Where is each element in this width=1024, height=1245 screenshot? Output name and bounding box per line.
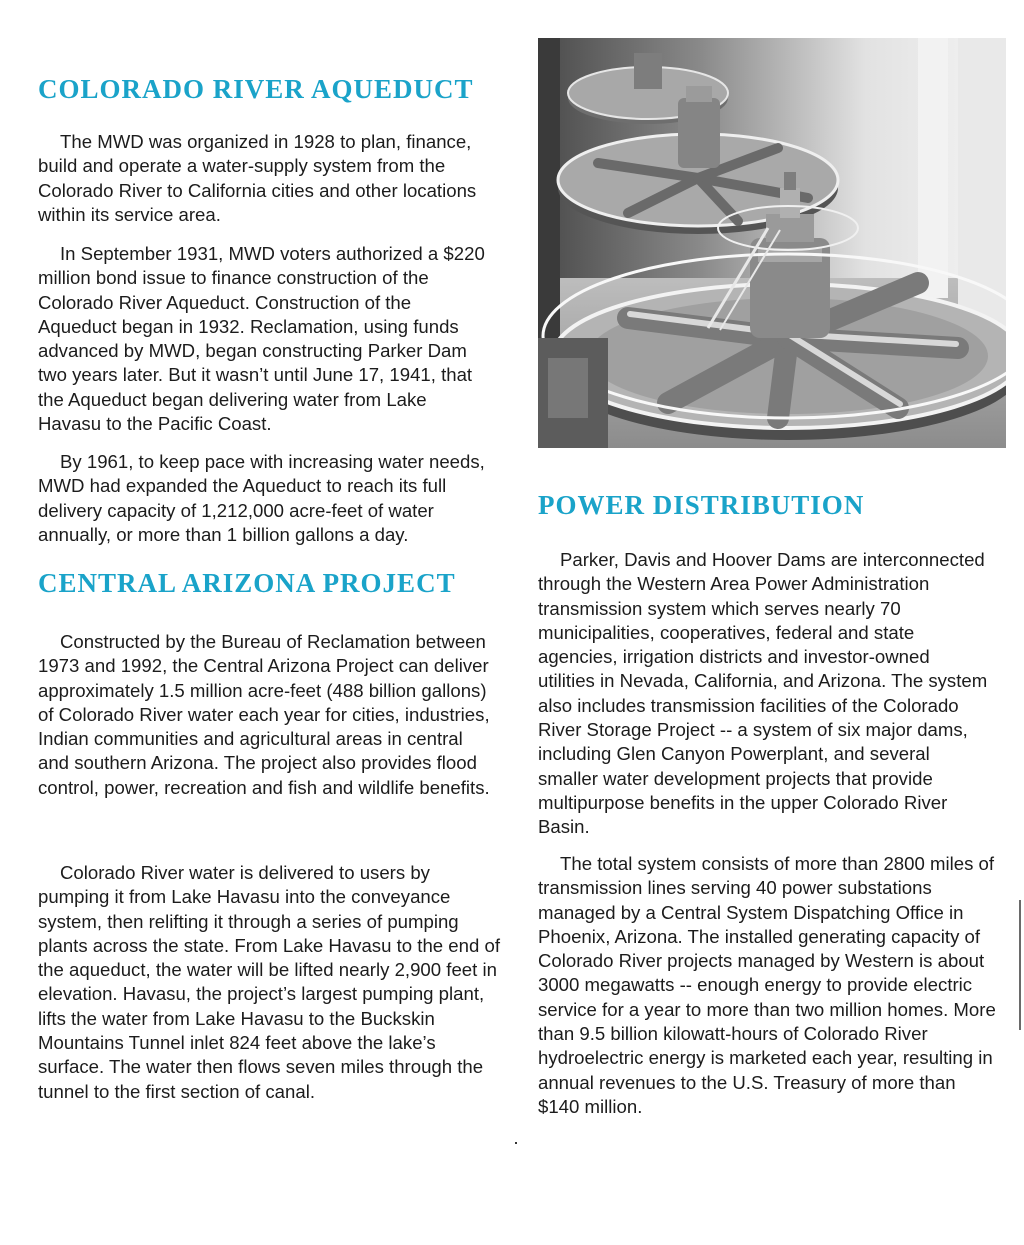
power-paragraph-2: The total system consists of more than 2800 miles of transmission lines serving 40 power substations managed by a Central System Dispatching Office in Phoenix, Arizona. The installed generating capacity of Colorado River projects managed by Western is about 3000 megawatts -- enough energy to provide electric service for a year to more than two million homes. More than 9.5 billion kilowatt-hours of Colorado River hydroelectric energy is marketed each year, resulting in annual revenues to the U.S. Treasury of more than $140 million. [538, 853, 996, 1117]
power-paragraph-1: Parker, Davis and Hoover Dams are interconnected through the Western Area Power Administration transmission system which serves nearly 70 municipalities, cooperatives, federal and state agencies, irrigation districts and investor-owned utilities in Nevada, California, and Arizona. The system also includes transmission facilities of the Colorado River Storage Project -- a system of six major dams, including Glen Canyon Powerplant, and several smaller water development projects that provide multipurpose benefits in the upper Colorado River Basin. [538, 549, 988, 838]
aqueduct-paragraph-2: In September 1931, MWD voters authorized a $220 million bond issue to finance construction of the Colorado River Aqueduct. Construction of the Aqueduct began in 1932. Reclamation, using funds advanced by MWD, began constructing Parker Dam two years later. But it wasn’t until June 17, 1941, that the Aqueduct began delivering water from Lake Havasu to the Pacific Coast. [38, 243, 485, 435]
aqueduct-paragraph-3: By 1961, to keep pace with increasing water needs, MWD had expanded the Aqueduct to reach its full delivery capacity of 1,212,000 acre-feet of water annually, or more than 1 billion gallons a day. [38, 451, 485, 545]
heading-power-distribution: POWER DISTRIBUTION [538, 490, 865, 520]
heading-central-arizona-project: CENTRAL ARIZONA PROJECT [38, 568, 456, 598]
turbine-hall-photo [538, 38, 1006, 448]
cap-paragraph-2: Colorado River water is delivered to users by pumping it from Lake Havasu into the conveyance system, then relifting it through a series of pumping plants across the state. From Lake Havasu to the end of the aqueduct, the water will be lifted nearly 2,900 feet in elevation. Havasu, the project’s largest pumping plant, lifts the water from Lake Havasu to the Buckskin Mountains Tunnel inlet 824 feet above the lake’s surface. The water then flows seven miles through the tunnel to the first section of canal. [38, 862, 500, 1102]
cap-paragraph-1: Constructed by the Bureau of Reclamation between 1973 and 1992, the Central Arizona Project can deliver approximately 1.5 million acre-feet (488 billion gallons) of Colorado River water each year for cities, industries, Indian communities and agricultural areas in central and southern Arizona. The project also provides flood control, power, recreation and fish and wildlife benefits. [38, 631, 490, 798]
scan-speck [515, 1142, 517, 1144]
aqueduct-paragraph-1: The MWD was organized in 1928 to plan, finance, build and operate a water-supply system from the Colorado River to California cities and other locations within its service area. [38, 131, 477, 225]
scan-edge-line [1019, 900, 1021, 1030]
heading-colorado-river-aqueduct: COLORADO RIVER AQUEDUCT [38, 74, 474, 104]
